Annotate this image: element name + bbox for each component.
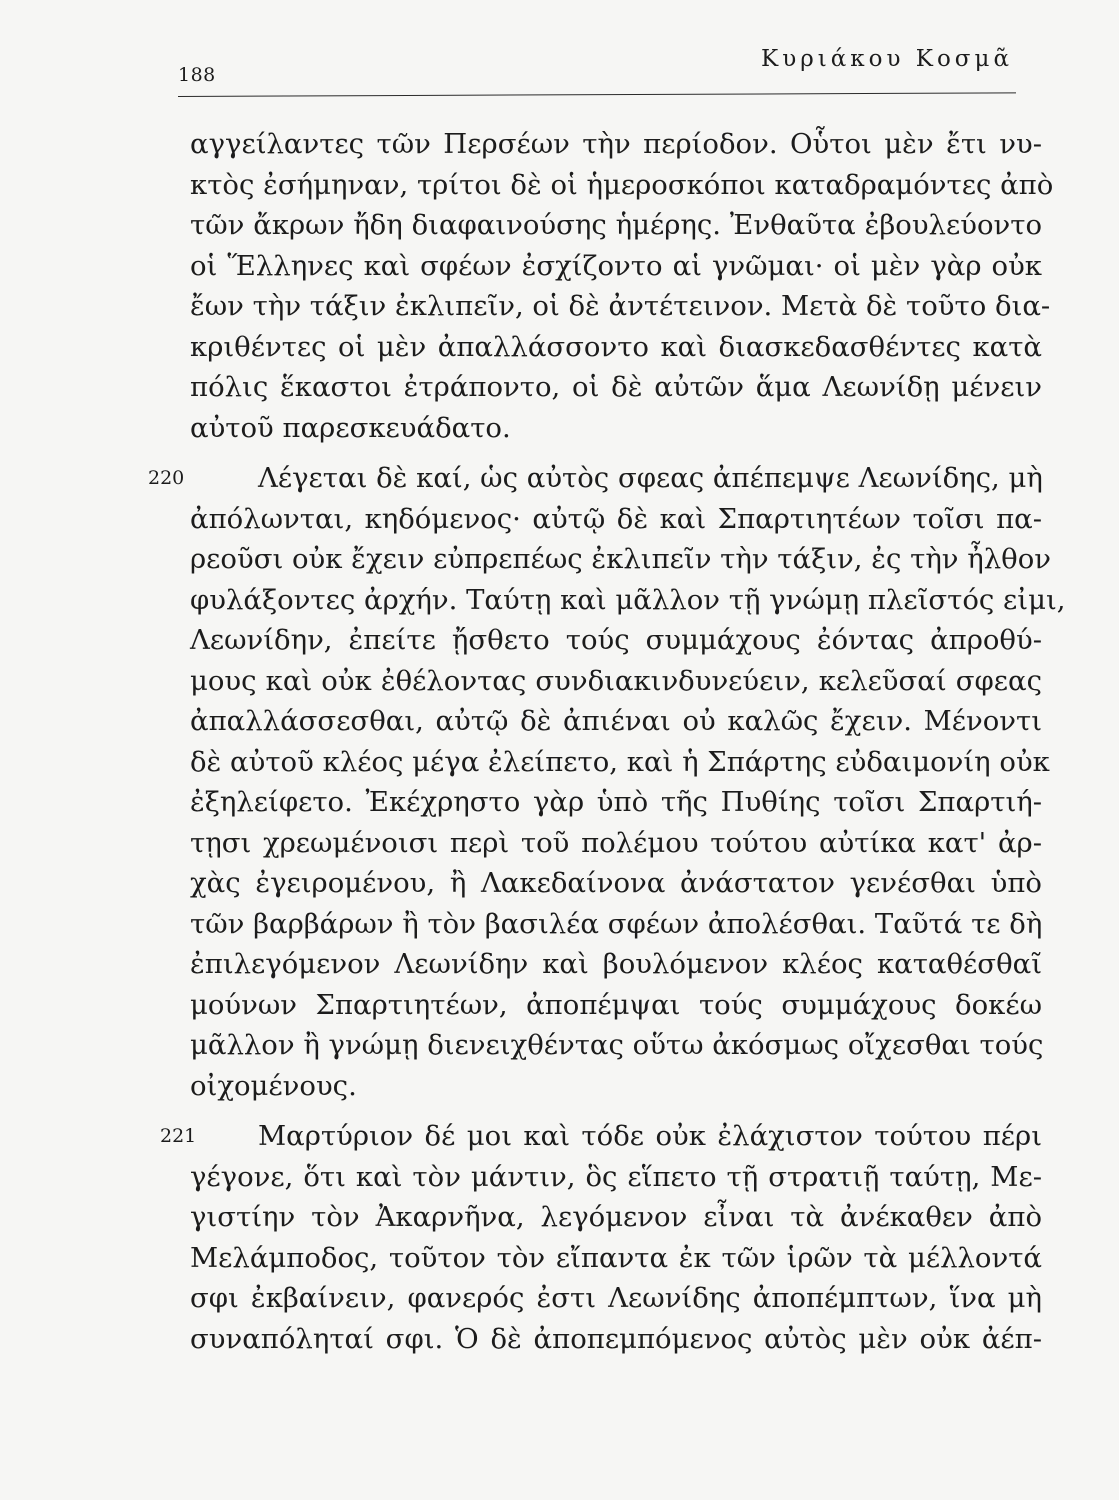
text-line: συναπόληταί σφι. Ὁ δὲ ἀποπεμπόμενος αὐτὸς μὲν οὐκ ἀέπ- — [190, 1322, 1042, 1355]
text-line: κριθέντες οἱ μὲν ἀπαλλάσσοντο καὶ διασκεδασθέντες κατὰ — [190, 330, 1042, 363]
text-line: ἐπιλεγόμενον Λεωνίδην καὶ βουλόμενον κλέος καταθέσθαῖ — [190, 948, 1042, 980]
text-line: πόλις ἕκαστοι ἐτράποντο, οἱ δὲ αὐτῶν ἅμα Λεωνίδῃ μένειν — [190, 371, 1042, 403]
text-line: κτὸς ἐσήμηναν, τρίτοι δὲ οἱ ἡμεροσκόποι καταδραμόντες ἀπὸ — [190, 168, 1054, 201]
paragraph-1 — [190, 124, 1054, 448]
text-line: τῶν βαρβάρων ἢ τὸν βασιλέα σφέων ἀπολέσθαι. Ταῦτά τε δὴ — [190, 907, 1043, 940]
text-line: αγγείλαντες τῶν Περσέων τὴν περίοδον. Οὗτοι μὲν ἔτι νυ- — [190, 128, 1042, 160]
text-line: γέγονε, ὅτι καὶ τὸν μάντιν, ὃς εἵπετο τῇ στρατιῇ ταύτῃ, Με- — [190, 1160, 1042, 1193]
text-line: μᾶλλον ἢ γνώμῃ διενειχθέντας οὕτω ἀκόσμως οἴχεσθαι τούς — [190, 1029, 1044, 1061]
text-line: τῶν ἄκρων ἤδη διαφαινούσης ἡμέρης. Ἐνθαῦτα ἐβουλεύοντο — [190, 209, 1042, 241]
page-number: 188 — [178, 64, 216, 86]
text-line: Μαρτύριον δέ μοι καὶ τόδε οὐκ ἐλάχιστον τούτου πέρι — [258, 1120, 1042, 1152]
text-line: μους καὶ οὐκ ἐθέλοντας συνδιακινδυνεύειν, κελεῦσαί σφεας — [190, 664, 1042, 697]
text-line: Λέγεται δὲ καί, ὡς αὐτὸς σφεας ἀπέπεμψε Λεωνίδης, μὴ — [258, 462, 1043, 494]
text-line: δὲ αὐτοῦ κλέος μέγα ἐλείπετο, καὶ ἡ Σπάρτης εὐδαιμονίη οὐκ — [190, 745, 1050, 778]
text-line: Λεωνίδην, ἐπείτε ᾔσθετο τούς συμμάχους ἐόντας ἀπροθύ- — [190, 624, 1042, 656]
section-number-221: 221 — [160, 1125, 197, 1147]
text-line: οἰχομένους. — [190, 1069, 357, 1102]
text-line: Μελάμποδος, τοῦτον τὸν εἴπαντα ἐκ τῶν ἱρῶν τὰ μέλλοντά — [190, 1241, 1042, 1274]
text-line: ρεοῦσι οὐκ ἔχειν εὐπρεπέως ἐκλιπεῖν τὴν τάξιν, ἐς τὴν ἦλθον — [190, 543, 1051, 575]
paragraph-gap — [190, 1106, 1042, 1116]
text-line: ἀπόλωνται, κηδόμενος· αὐτῷ δὲ καὶ Σπαρτιητέων τοῖσι πα- — [190, 502, 1042, 535]
text-line: σφι ἐκβαίνειν, φανερός ἐστι Λεωνίδης ἀποπέμπτων, ἵνα μὴ — [190, 1282, 1042, 1314]
section-221 — [160, 1116, 1042, 1359]
header-rule — [178, 92, 1016, 97]
text-line: ἔων τὴν τάξιν ἐκλιπεῖν, οἱ δὲ ἀντέτεινον. Μετὰ δὲ τοῦτο δια- — [190, 290, 1051, 322]
section-number-220: 220 — [148, 467, 185, 489]
paragraph-gap — [190, 448, 1042, 458]
text-line: φυλάξοντες ἀρχήν. Ταύτῃ καὶ μᾶλλον τῇ γνώμῃ πλεῖστός εἰμι, — [190, 583, 1066, 616]
text-line: ἐξηλείφετο. Ἐκέχρηστο γὰρ ὑπὸ τῆς Πυθίης τοῖσι Σπαρτιή- — [190, 786, 1042, 818]
text-line: τῃσι χρεωμένοισι περὶ τοῦ πολέμου τούτου αὐτίκα κατ' ἀρ- — [190, 826, 1042, 859]
text-line: ἀπαλλάσσεσθαι, αὐτῷ δὲ ἀπιέναι οὐ καλῶς ἔχειν. Μένοντι — [190, 705, 1042, 737]
section-220 — [148, 458, 1066, 1106]
running-head: Κυριάκου Κοσμᾶ — [761, 46, 1013, 72]
text-line: γιστίην τὸν Ἀκαρνῆνα, λεγόμενον εἶναι τὰ ἀνέκαθεν ἀπὸ — [190, 1201, 1042, 1233]
text-body — [148, 124, 1066, 1359]
text-line: χὰς ἐγειρομένου, ἢ Λακεδαίνονα ἀνάστατον γενέσθαι ὑπὸ — [190, 867, 1042, 899]
text-line: μούνων Σπαρτιητέων, ἀποπέμψαι τούς συμμάχους δοκέω — [190, 988, 1042, 1021]
text-line: οἱ Ἕλληνες καὶ σφέων ἐσχίζοντο αἱ γνῶμαι· οἱ μὲν γὰρ οὐκ — [190, 249, 1042, 282]
text-line: αὐτοῦ παρεσκευάδατο. — [190, 411, 511, 444]
